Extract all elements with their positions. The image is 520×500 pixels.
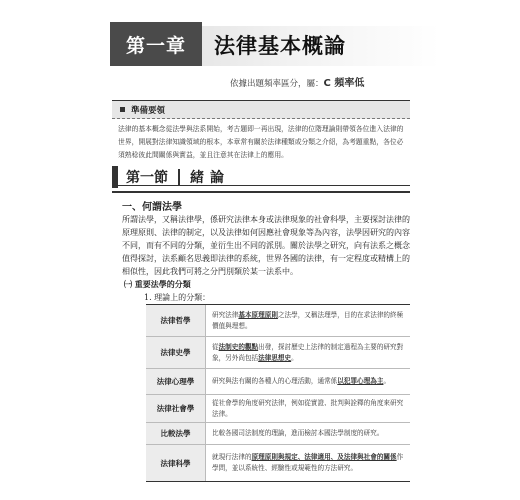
chapter-number: 第一章 (125, 34, 186, 57)
square-bullet-icon (120, 107, 125, 112)
table-row-label: 法律社會學 (146, 395, 206, 422)
chapter-title: 法律基本概論 (214, 34, 346, 58)
table-row-label: 法律哲學 (146, 305, 206, 336)
table-row-description: 就現行法律的原理原則與規定、法律適用、及法律與社會的關係作學問，並以系統性、經驗性或規範性的方法研究。 (212, 453, 404, 472)
section-name: 緒論 (190, 170, 230, 186)
chapter-frequency-note (230, 74, 364, 89)
chapter-number-box (110, 22, 202, 66)
table-row (146, 305, 410, 337)
frequency-prefix: 依據出題頻率區分，屬： (230, 79, 324, 89)
table-row-description: 從社會學的角度研究法律，例如從實證、批判與詮釋的角度來研究法律。 (212, 398, 404, 418)
section-rule (112, 191, 410, 193)
table-row (146, 395, 410, 423)
preparation-heading: 準備要領 (131, 105, 166, 116)
section-divider (178, 169, 180, 185)
section-heading (112, 165, 410, 189)
table-row-label: 比較法學 (146, 423, 206, 444)
table-row-description: 比較各國司法制度的理論，進而檢討本國法學制度的研究。 (212, 429, 384, 437)
subheading-theoretical: 1. 理論上的分類： (144, 293, 211, 302)
body-paragraph: 所謂法學，又稱法律學，係研究法律本身或法律現象的社會科學，主要探討法律的原理原則、法律的制定，以及法律如何因應社會現象等為內容，法學因研究的內容不同，而有不同的分類，並衍生出不同的派別。關於法學之研究，向有法系之概念值得探討，法系顧名思義即法律的系統，世界各國的法律，有一定程度或精構上的相似性，因此我們可將之分門別類於某一法系中。 (122, 215, 410, 276)
classification-table (146, 304, 410, 482)
subheading-classification: ㈠ 重要法學的分類 (124, 280, 191, 289)
frequency-grade: C 頻率低 (323, 78, 365, 89)
table-row (146, 423, 410, 445)
table-row (146, 445, 410, 481)
table-row (146, 369, 410, 395)
table-row-description: 研究法律基本原理原則之法學，又稱法理學，目的在求法律的終極價值與理想。 (212, 310, 404, 330)
table-row-description: 研究與法有關的各種人的心理活動，通常係以犯罪心理為主。 (212, 377, 391, 385)
table-row-description: 從法制史的觀點出發，探討歷史上法律的制定過程為主要的研究對象，另外尚包括法律思想史。 (212, 342, 404, 362)
section-bar-icon (112, 166, 118, 188)
heading-what-is-law: 一、何謂法學 (122, 202, 182, 213)
table-row-label: 法律科學 (146, 445, 206, 481)
section-number: 第一節 (126, 170, 168, 186)
table-row-label: 法律史學 (146, 337, 206, 368)
preparation-text: 法律的基本概念從法學與法系開始，考古題即一再出現，法律的位階理論則帶領各位進入法律的世界，開展對法律知識領域的根本，本章常有關於法律種類或分類之介紹，為考題重點，各位必須熟稔彼此間關係與實益，並且注意其在法律上的應用。 (118, 125, 404, 159)
table-row-label: 法律心理學 (146, 369, 206, 394)
preparation-header (112, 101, 410, 119)
table-row (146, 337, 410, 369)
